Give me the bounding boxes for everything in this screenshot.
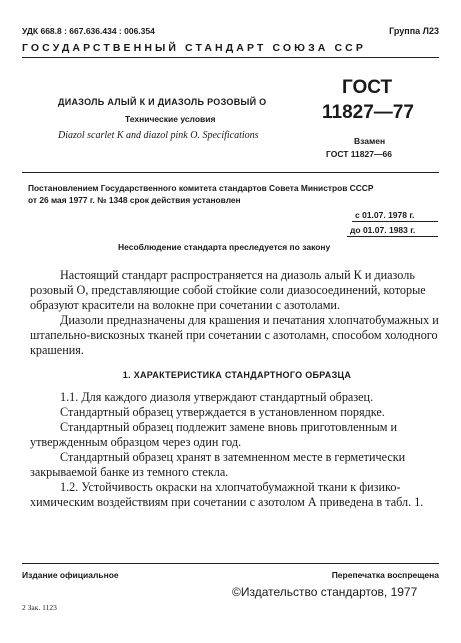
paragraph: Стандартный образец утверждается в установленном порядке. (60, 404, 385, 419)
gost-label: ГОСТ (342, 77, 393, 98)
paragraph: Стандартный образец подлежит замене вновь приготовленным и утвержденным образцом через один год. (30, 419, 398, 449)
reprint-notice: Перепечатка воспрещена (331, 570, 439, 580)
paragraph: Диазоли предназначены для крашения и печатания хлопчатобумажных и штапельно-вискозных тканей при сочетании с азотоламн, способом холодного крашения. (30, 313, 439, 358)
header-divider (22, 57, 439, 58)
publisher-copyright: ©Издательство стандартов, 1977 (232, 585, 418, 599)
replaces-label: Взамен (354, 136, 386, 146)
official-edition: Издание официальное (22, 570, 119, 580)
document-subtitle: Технические условия (125, 114, 216, 124)
valid-to: до 01.07. 1983 г. (350, 225, 416, 235)
resolution-line-2: от 26 мая 1977 г. № 1348 срок действия установлен (28, 195, 241, 205)
paragraph: 1.2. Устойчивость окраски на хлопчатобумажной ткани к физико-химическим воздействиям при сочетании с азотолом А приведена в табл. 1. (30, 480, 424, 510)
replaced-gost: ГОСТ 11827—66 (326, 149, 392, 159)
paragraph: Стандартный образец хранят в затемненном месте в герметически закрываемой банке из темного стекла. (30, 450, 406, 480)
group-code: Группа Л23 (389, 26, 439, 36)
footer-divider (22, 563, 439, 564)
valid-from: с 01.07. 1978 г. (355, 210, 415, 220)
valid-from-underline (352, 221, 438, 222)
title-divider (22, 172, 439, 173)
english-title: Diazol scarlet K and diazol pink O. Specifications (58, 130, 259, 141)
order-number: 2 Зак. 1123 (22, 603, 57, 612)
section-heading: 1. ХАРАКТЕРИСТИКА СТАНДАРТНОГО ОБРАЗЦА (122, 369, 352, 380)
udk-code: УДК 668.8 : 667.636.434 : 006.354 (22, 26, 155, 36)
legal-warning: Несоблюдение стандарта преследуется по закону (118, 242, 331, 252)
document-title: ДИАЗОЛЬ АЛЫЙ К И ДИАЗОЛЬ РОЗОВЫЙ О (58, 97, 267, 107)
paragraph: 1.1. Для каждого диазоля утверждают стандартный образец. (60, 389, 374, 404)
standard-line: ГОСУДАРСТВЕННЫЙ СТАНДАРТ СОЮЗА ССР (22, 42, 366, 54)
gost-number: 11827—77 (322, 102, 414, 123)
paragraph: Настоящий стандарт распространяется на диазоль алый К и диазоль розовый О, представляющие собой стойкие соли диазосоединений, которые образуют красители на волокне при сочетании с азотолами. (30, 268, 426, 313)
valid-to-underline (347, 236, 438, 237)
resolution-text (28, 182, 373, 206)
resolution-line-1: Постановлением Государственного комитета стандартов Совета Министров СССР (28, 183, 374, 193)
document-body (30, 268, 444, 510)
